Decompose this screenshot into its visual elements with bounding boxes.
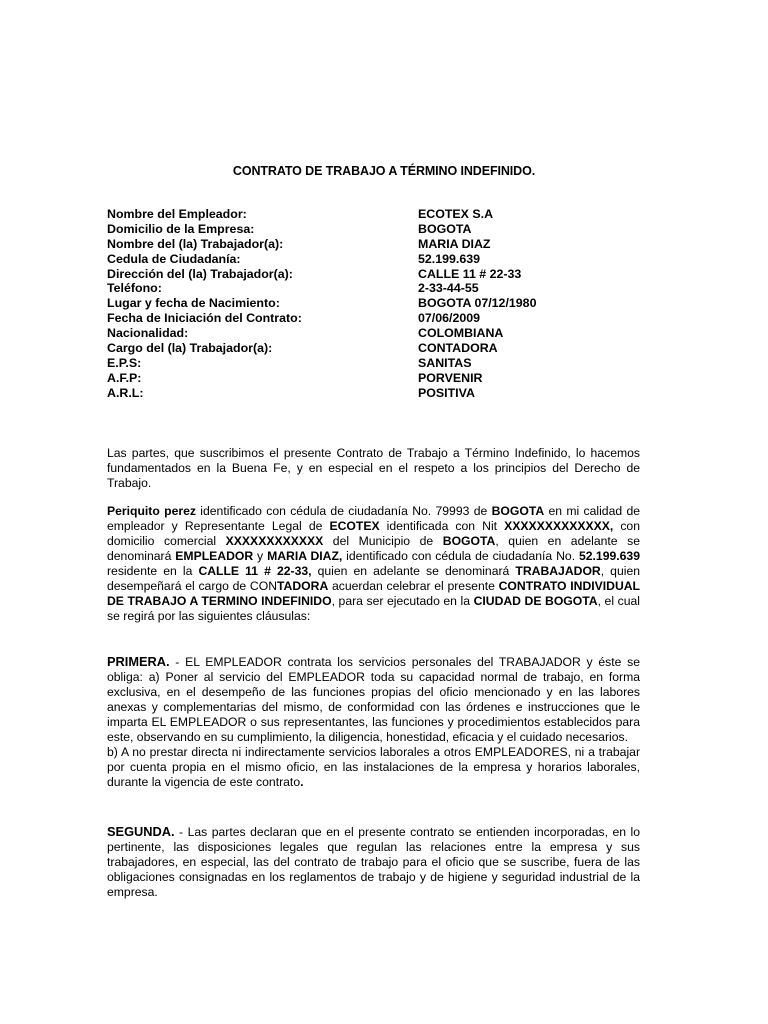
field-value: ECOTEX S.A [418,207,494,221]
field-row-worker-address [107,267,707,282]
field-value: MARIA DIAZ [418,236,491,251]
field-value: CONTADORA [418,341,498,356]
worker-address: CALLE 11 # 22-33, [198,564,312,578]
field-label: Teléfono: [107,281,162,296]
city-name: BOGOTA [491,504,545,518]
field-value: BOGOTA [418,221,472,236]
contract-type: CONTRATO INDIVIDUAL DE TRABAJO A TERMINO INDEFINIDO [107,579,640,608]
field-value: PORVENIR [418,370,483,385]
clause-primera [107,654,640,790]
commercial-address: XXXXXXXXXXXX [225,534,324,548]
company-name: ECOTEX [329,519,380,533]
intro-paragraph: Las partes, que suscribimos el presente Contrato de Trabajo a Término Indefinido, lo hacemos fundamentados en la Buena Fe, y en especial en el respeto a los principios del Derecho de Trabajo. [107,446,640,490]
field-value: 07/06/2009 [418,311,481,326]
text-span: , para ser ejecutado en la [331,594,474,608]
field-label: Domicilio de la Empresa: [107,221,255,236]
field-value: COLOMBIANA [418,326,504,341]
position-suffix: TADORA [277,579,329,593]
field-row-arl [107,386,707,401]
field-row-worker-name [107,237,707,252]
field-row-start-date [107,311,707,326]
text-span: , el cual se regirá por las siguientes cláusulas: [107,594,640,623]
field-label: Fecha de Iniciación del Contrato: [107,311,302,326]
municipality-name: BOGOTA [442,534,496,548]
field-row-employer-name [107,207,707,222]
clause-end: . [300,775,304,789]
text-span: en mi calidad de empleador y Representante Legal de [107,504,640,533]
text-span: residente en la [107,564,199,578]
field-label: A.F.P: [107,370,142,385]
parties-paragraph [107,504,640,624]
contract-fields [107,207,707,401]
field-value: POSITIVA [418,385,475,400]
field-label: Cedula de Ciudadanía: [107,251,241,266]
clause-heading: SEGUNDA. [107,824,175,839]
employer-rep-name: Periquito perez [107,504,196,518]
text-span: quien en adelante se denominará [311,564,516,578]
field-row-phone [107,281,707,296]
employer-term: EMPLEADOR [175,549,254,563]
text-span: con domicilio comercial [107,519,640,548]
field-row-company-address [107,222,707,237]
text-span: y [253,549,268,563]
field-label: E.P.S: [107,355,142,370]
worker-name: MARIA DIAZ, [267,549,343,563]
field-row-nationality [107,326,707,341]
clause-text: - EL EMPLEADOR contrata los servicios personales del TRABAJADOR y éste se obliga: a) Poner al servicio del EMPLEADOR toda su capacidad normal de trabajo, en forma exclusiva, en el desempeño de las funciones propias del oficio mencionado y en las labores anexas y complementarias del mismo, de conformidad con las órdenes e instrucciones que le imparta EL EMPLEADOR o sus representantes, las funciones y procedimientos establecidos para este, observando en su cumplimiento, la diligencia, honestidad, eficacia y el cuidado necesarios. [107,655,640,744]
field-label: Nacionalidad: [107,326,189,341]
field-row-id-number [107,252,707,267]
text-span: identificado con cédula de ciudadanía No. 79993 de [195,504,492,518]
field-row-afp [107,371,707,386]
field-label: Dirección del (la) Trabajador(a): [107,266,293,281]
worker-term: TRABAJADOR [515,564,601,578]
text-span: , quien en adelante se denominará [107,534,640,563]
text-span: del Municipio de [323,534,443,548]
field-label: Cargo del (la) Trabajador(a): [107,341,273,356]
text-span: identificada con Nit [379,519,505,533]
execution-city: CIUDAD DE BOGOTA [473,594,598,608]
text-span: identificado con cédula de ciudadanía No. [342,549,579,563]
clause-text: - Las partes declaran que en el presente contrato se entienden incorporadas, en lo pertinente, las disposiciones legales que regulan las relaciones entre la empresa y sus trabajadores, en especial, las del contrato de trabajo para el oficio que se suscribe, fuera de las obligaciones consignadas en los reglamentos de trabajo y de higiene y seguridad industrial de la empresa. [107,825,640,899]
field-value: 52.199.639 [418,251,481,266]
field-value: 2-33-44-55 [418,281,479,296]
nit-number: XXXXXXXXXXXXX, [504,519,614,533]
text-span: acuerdan celebrar el presente [328,579,499,593]
clause-heading: PRIMERA. [107,654,170,669]
worker-id-number: 52.199.639 [578,549,640,563]
field-label: Nombre del (la) Trabajador(a): [107,236,284,251]
field-value: CALLE 11 # 22-33 [418,266,522,281]
field-label: Nombre del Empleador: [107,207,247,221]
clause-text: b) A no prestar directa ni indirectamente servicios laborales a otros EMPLEADORES, ni a trabajar por cuenta propia en el mismo oficio, en las instalaciones de la empresa y horarios laborales, durante la vigencia de este contrato [107,745,640,789]
field-label: Lugar y fecha de Nacimiento: [107,296,280,311]
field-value: BOGOTA 07/12/1980 [418,296,537,311]
field-row-birth [107,296,707,311]
clause-segunda [107,824,640,900]
field-value: SANITAS [418,355,472,370]
text-span: , quien desempeñará el cargo de CON [107,564,641,593]
field-row-eps [107,356,707,371]
field-row-position [107,341,707,356]
document-title: CONTRATO DE TRABAJO A TÉRMINO INDEFINIDO. [232,164,536,178]
field-label: A.R.L: [107,385,144,400]
